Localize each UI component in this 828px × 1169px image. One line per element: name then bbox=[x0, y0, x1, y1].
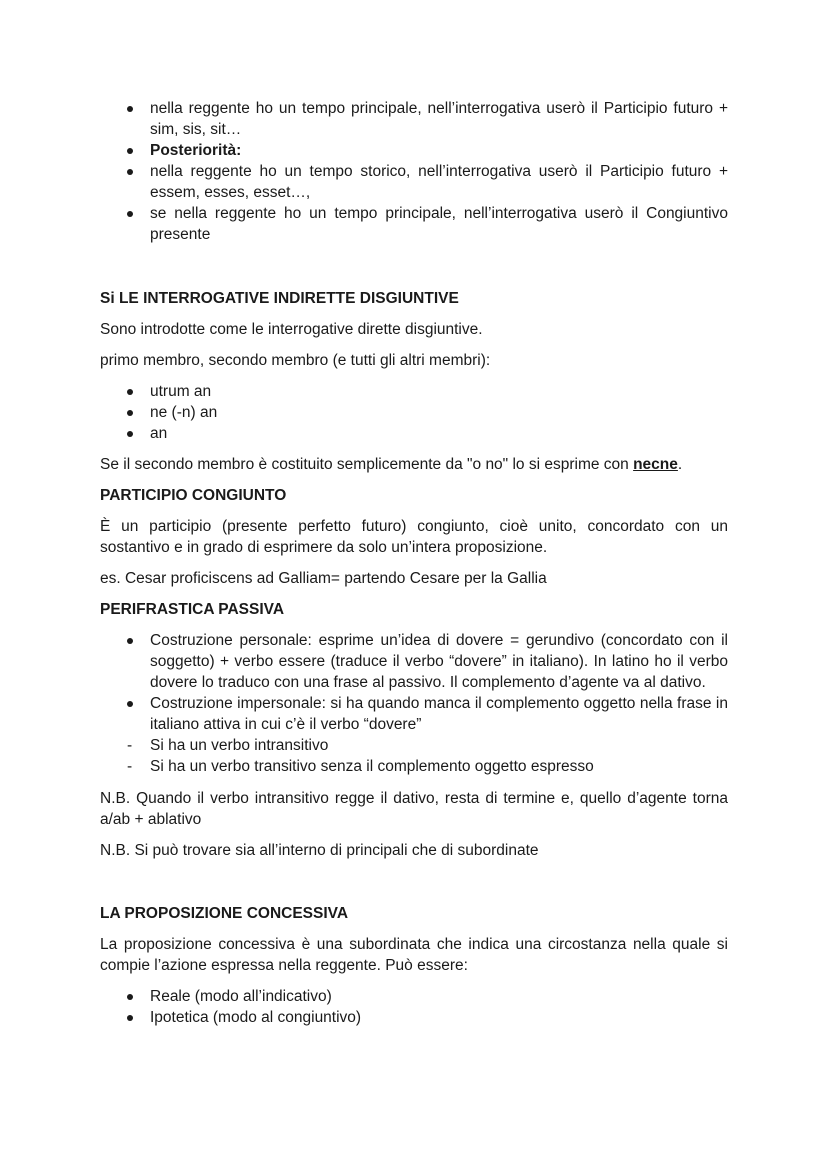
list-item: an bbox=[100, 423, 728, 444]
perifrastica-list bbox=[100, 630, 728, 777]
dash-item: - Si ha un verbo transitivo senza il complemento oggetto espresso bbox=[100, 756, 728, 777]
nb-paragraph: N.B. Quando il verbo intransitivo regge il dativo, resta di termine e, quello d’agente torna a/ab + ablativo bbox=[100, 790, 728, 828]
note-text: Se il secondo membro è costituito semplicemente da "o no" lo si esprime con bbox=[100, 456, 634, 473]
list-item: Costruzione personale: esprime un’idea di dovere = gerundivo (concordato con il soggetto) + verbo essere (traduce il verbo “dovere” in italiano). In latino ho il verbo dovere lo traduco con una frase al passivo. Il complemento d’agente va al dativo. bbox=[100, 630, 728, 693]
paragraph: primo membro, secondo membro (e tutti gli altri membri): bbox=[100, 352, 491, 369]
disgiuntive-list bbox=[100, 381, 728, 444]
section-heading-disgiuntive: Si LE INTERROGATIVE INDIRETTE DISGIUNTIVE bbox=[100, 290, 459, 307]
section-heading-participio: PARTICIPIO CONGIUNTO bbox=[100, 487, 287, 504]
intro-list bbox=[100, 98, 728, 245]
list-item: nella reggente ho un tempo storico, nell’interrogativa userò il Participio futuro + essem, esses, esset…, bbox=[100, 161, 728, 203]
list-item-posteriorita: Posteriorità: bbox=[100, 140, 728, 161]
concessiva-list bbox=[100, 986, 728, 1028]
list-item: Reale (modo all’indicativo) bbox=[100, 986, 728, 1007]
list-item: Ipotetica (modo al congiuntivo) bbox=[100, 1007, 728, 1028]
paragraph: Sono introdotte come le interrogative dirette disgiuntive. bbox=[100, 321, 483, 338]
section-heading-perifrastica: PERIFRASTICA PASSIVA bbox=[100, 601, 285, 618]
list-item: utrum an bbox=[100, 381, 728, 402]
list-item: Costruzione impersonale: si ha quando manca il complemento oggetto nella frase in italiano attiva in cui c’è il verbo “dovere” bbox=[100, 693, 728, 735]
list-item: ne (-n) an bbox=[100, 402, 728, 423]
dash-item: - Si ha un verbo intransitivo bbox=[100, 735, 728, 756]
paragraph: La proposizione concessiva è una subordinata che indica una circostanza nella quale si compie l’azione espressa nella reggente. Può essere: bbox=[100, 936, 728, 974]
list-item: se nella reggente ho un tempo principale, nell’interrogativa userò il Congiuntivo presente bbox=[100, 203, 728, 245]
note-end: . bbox=[677, 456, 683, 473]
paragraph: es. Cesar proficiscens ad Galliam= partendo Cesare per la Gallia bbox=[100, 570, 547, 587]
page-content bbox=[100, 98, 728, 1028]
list-item: nella reggente ho un tempo principale, nell’interrogativa userò il Participio futuro + sim, sis, sit… bbox=[100, 98, 728, 140]
necne-keyword: necne bbox=[633, 456, 678, 473]
nb-paragraph: N.B. Si può trovare sia all’interno di principali che di subordinate bbox=[100, 842, 539, 859]
section-heading-concessiva: LA PROPOSIZIONE CONCESSIVA bbox=[100, 905, 349, 922]
paragraph: È un participio (presente perfetto futuro) congiunto, cioè unito, concordato con un sostantivo e in grado di esprimere da solo un’intera proposizione. bbox=[100, 518, 728, 556]
note-paragraph bbox=[100, 454, 728, 475]
